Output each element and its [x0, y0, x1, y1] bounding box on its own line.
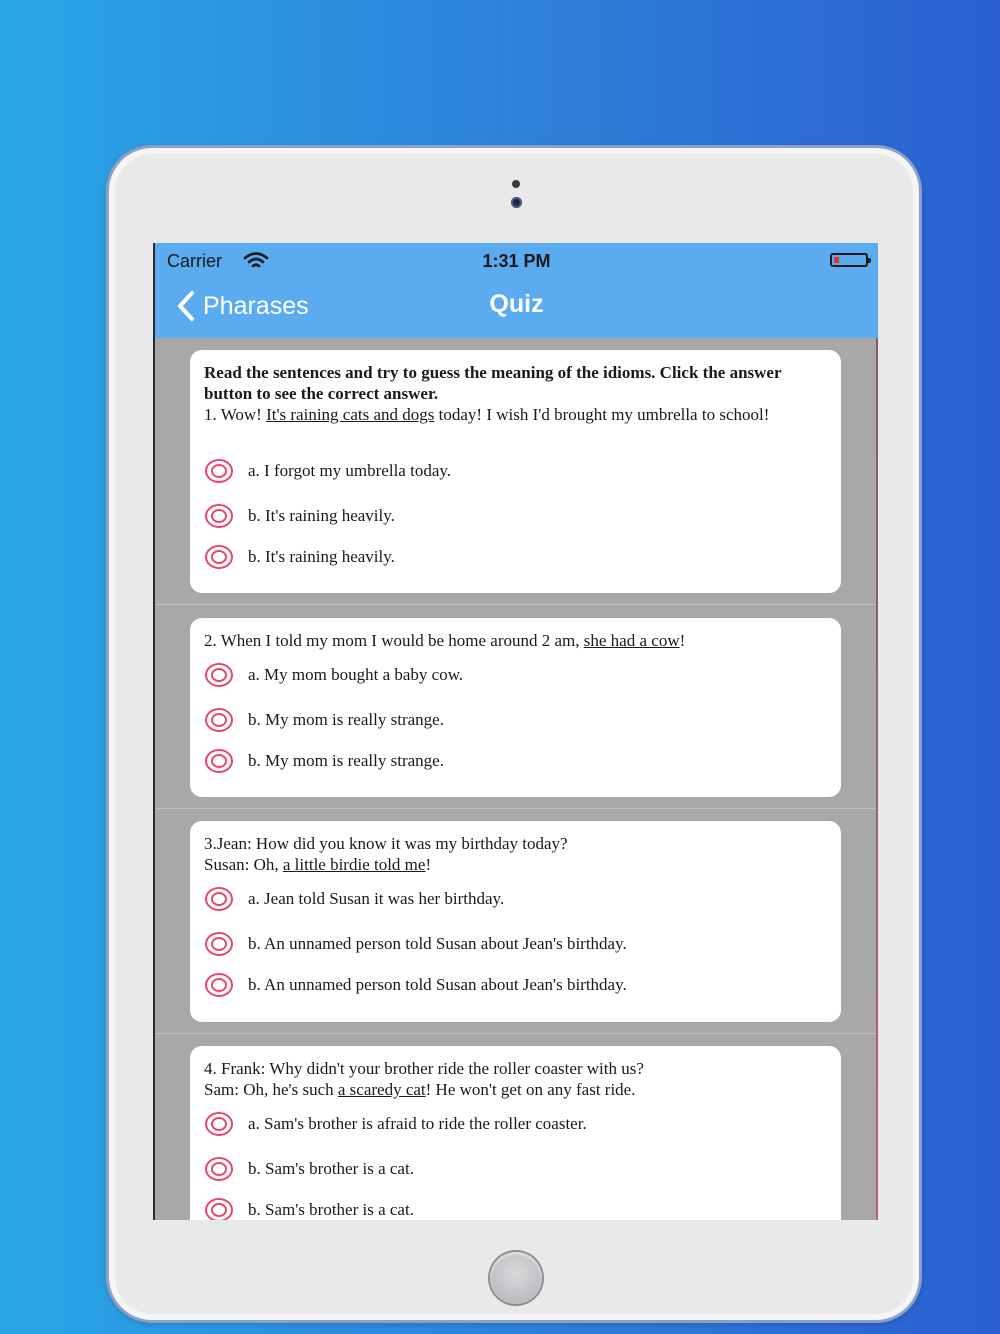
front-camera	[511, 197, 522, 208]
answer-option[interactable]: b. It's raining heavily.	[204, 542, 395, 572]
question-card-4	[190, 1046, 841, 1220]
answer-option[interactable]: a. My mom bought a baby cow.	[204, 660, 463, 690]
question-card-2	[190, 618, 841, 797]
back-label: Pharases	[203, 291, 309, 320]
radio-target-icon	[204, 886, 234, 912]
navigation-bar	[155, 243, 878, 338]
instructions: Read the sentences and try to guess the meaning of the idioms. Click the answer button to see the correct answer.	[204, 363, 782, 403]
answer-option[interactable]: b. An unnamed person told Susan about Jean's birthday.	[204, 970, 627, 1000]
radio-target-icon	[204, 1156, 234, 1182]
carrier-label: Carrier	[167, 251, 223, 271]
question-text: 4. Frank: Why didn't your brother ride the roller coaster with us? Sam: Oh, he's such a scaredy cat! He won't get on any fast ride.	[204, 1059, 644, 1099]
question-card-3	[190, 821, 841, 1022]
idiom: a scaredy cat	[337, 1080, 426, 1099]
battery-icon	[830, 253, 868, 267]
question-text: 3.Jean: How did you know it was my birthday today? Susan: Oh, a little birdie told me!	[204, 834, 568, 874]
idiom: It's raining cats and dogs	[266, 405, 435, 424]
idiom: a little birdie told me	[282, 855, 426, 874]
row-separator	[155, 1033, 878, 1034]
page-title: Quiz	[489, 290, 544, 318]
status-time: 1:31 PM	[482, 251, 551, 271]
scroll-edge	[876, 338, 878, 1220]
radio-target-icon	[204, 544, 234, 570]
answer-option[interactable]: b. Sam's brother is a cat.	[204, 1195, 414, 1220]
question-text: Read the sentences and try to guess the meaning of the idioms. Click the answer button to see the correct answer. 1. Wow! It's raining cats and dogs today! I wish I'd brought my umbrella to school!	[204, 363, 782, 424]
idiom: she had a cow	[583, 631, 680, 650]
quiz-list[interactable]	[155, 338, 878, 1220]
answer-option[interactable]: a. I forgot my umbrella today.	[204, 456, 451, 486]
radio-target-icon	[204, 931, 234, 957]
answer-option[interactable]: b. It's raining heavily.	[204, 501, 395, 531]
front-sensor	[512, 180, 520, 188]
radio-target-icon	[204, 748, 234, 774]
radio-target-icon	[204, 1111, 234, 1137]
row-separator	[155, 604, 878, 605]
question-text: 2. When I told my mom I would be home around 2 am, she had a cow!	[204, 631, 686, 650]
radio-target-icon	[204, 458, 234, 484]
home-button[interactable]	[490, 1252, 542, 1304]
answer-option[interactable]: a. Jean told Susan it was her birthday.	[204, 884, 504, 914]
radio-target-icon	[204, 503, 234, 529]
answer-option[interactable]: b. Sam's brother is a cat.	[204, 1154, 414, 1184]
app-screen	[153, 243, 878, 1220]
radio-target-icon	[204, 662, 234, 688]
answer-option[interactable]: b. My mom is really strange.	[204, 746, 444, 776]
radio-target-icon	[204, 707, 234, 733]
answer-option[interactable]: b. An unnamed person told Susan about Jean's birthday.	[204, 929, 627, 959]
answer-option[interactable]: a. Sam's brother is afraid to ride the roller coaster.	[204, 1109, 587, 1139]
radio-target-icon	[204, 1197, 234, 1220]
radio-target-icon	[204, 972, 234, 998]
answer-option[interactable]: b. My mom is really strange.	[204, 705, 444, 735]
question-card-1	[190, 350, 841, 593]
row-separator	[155, 808, 878, 809]
